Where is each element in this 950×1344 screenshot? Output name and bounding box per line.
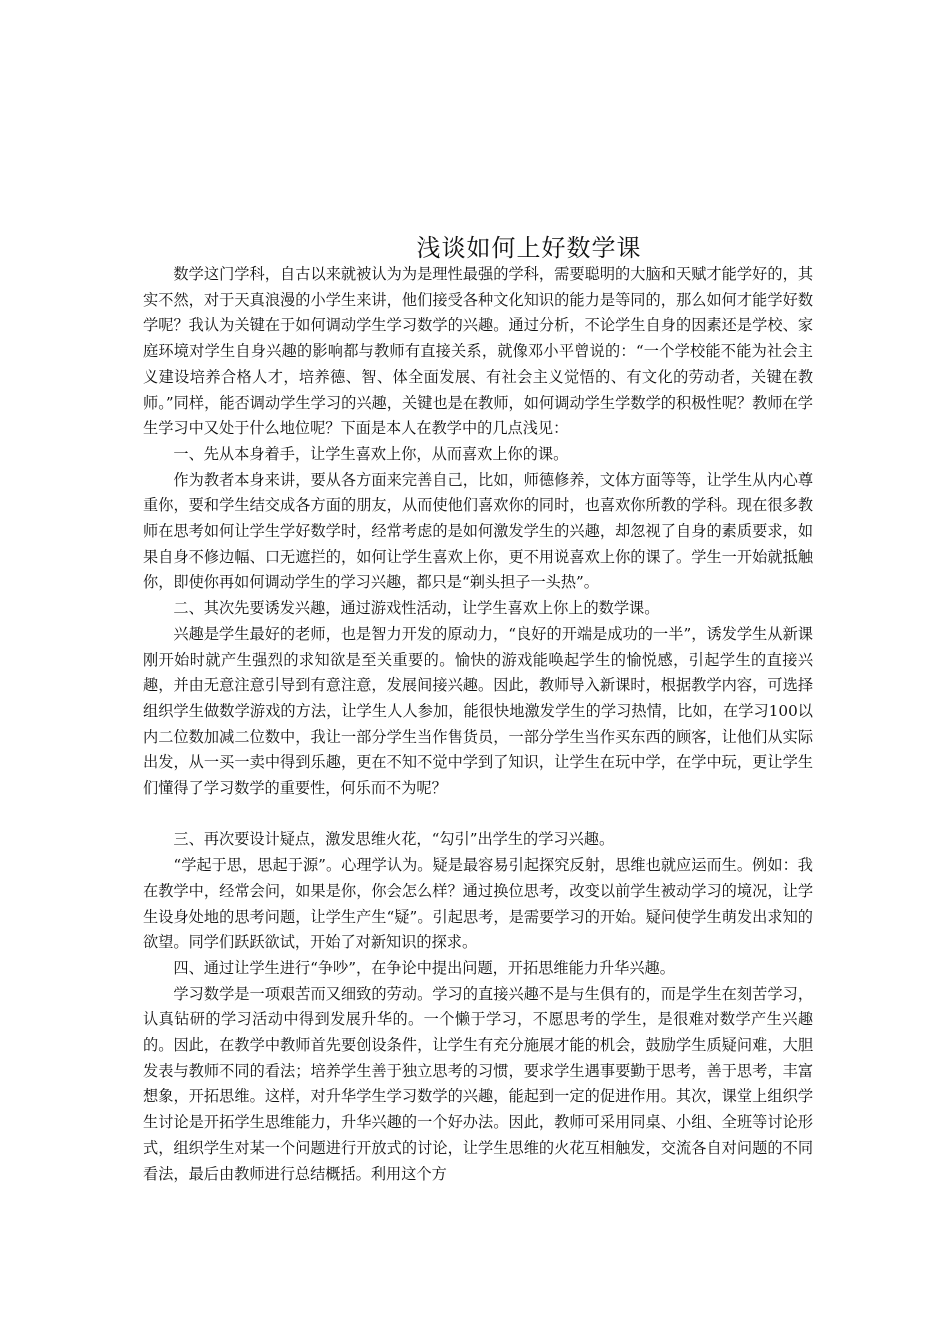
heading-section-2: 二、其次先要诱发兴趣，通过游戏性活动，让学生喜欢上你上的数学课。 [173,599,660,618]
paragraph-intro: 数学这门学科，自古以来就被认为为是理性最强的学科，需要聪明的大脑和天赋才能学好的，其实不然，对于天真浪漫的小学生来讲，他们接受各种文化知识的能力是等同的，那么如何才能学好数学呢？我认为关键在于如何调动学生学习数学的兴趣。通过分析，不论学生自身的因素还是学校、家庭环境对学生自身兴趣的影响都与教师有直接关系，就像邓小平曾说的：“一个学校能不能为社会主义建设培养合格人才，培养德、智、体全面发展、有社会主义觉悟的、有文化的劳动者，关键在教师。”同样，能否调动学生学习的兴趣，关键也是在教师，如何调动学生学数学的积极性呢？教师在学生学习中又处于什么地位呢？下面是本人在教学中的几点浅见： [143,265,813,438]
paragraph-section-4: 学习数学是一项艰苦而又细致的劳动。学习的直接兴趣不是与生俱有的，而是学生在刻苦学习，认真钻研的学习活动中得到发展升华的。一个懒于学习，不愿思考的学生，是很难对数学产生兴趣的。因此，在教学中教师首先要创设条件，让学生有充分施展才能的机会，鼓励学生质疑问难，大胆发表与教师不同的看法；培养学生善于独立思考的习惯，要求学生遇事要勤于思考，善于思考，丰富想象，开拓思维。这样，对升华学生学习数学的兴趣，能起到一定的促进作用。其次，课堂上组织学生讨论是开拓学生思维能力，升华兴趣的一个好办法。因此，教师可采用同桌、小组、全班等讨论形式，组织学生对某一个问题进行开放式的讨论，让学生思维的火花互相触发，交流各自对问题的不同看法，最后由教师进行总结概括。利用这个方 [143,984,813,1183]
document-title: 浅谈如何上好数学课 [416,234,642,262]
heading-section-4: 四、通过让学生进行“争吵”，在争论中提出问题，开拓思维能力升华兴趣。 [173,958,675,977]
blank-line [143,802,813,828]
paragraph-section-3: “学起于思，思起于源”。心理学认为。疑是最容易引起探究反射，思维也就应运而生。例如：我在教学中，经常会问，如果是你，你会怎么样？通过换位思考，改变以前学生被动学习的境况，让学生设身处地的思考问题，让学生产生“疑”。引起思考，是需要学习的开始。疑问使学生萌发出求知的欲望。同学们跃跃欲试，开始了对新知识的探求。 [143,856,813,952]
paragraph-section-1: 作为教者本身来讲，要从各方面来完善自己，比如，师德修养，文体方面等等，让学生从内心尊重你，要和学生结交成各方面的朋友，从而使他们喜欢你的同时，也喜欢你所教的学科。现在很多教师在思考如何让学生学好数学时，经常考虑的是如何激发学生的兴趣，却忽视了自身的素质要求，如果自身不修边幅、口无遮拦的，如何让学生喜欢上你，更不用说喜欢上你的课了。学生一开始就抵触你，即使你再如何调动学生的学习兴趣，都只是“剃头担子一头热”。 [143,470,813,592]
paragraph-section-2: 兴趣是学生最好的老师，也是智力开发的原动力，“良好的开端是成功的一半”，诱发学生从新课刚开始时就产生强烈的求知欲是至关重要的。愉快的游戏能唤起学生的愉悦感，引起学生的直接兴趣，并由无意注意引导到有意注意，发展间接兴趣。因此，教师导入新课时，根据教学内容，可选择组织学生做数学游戏的方法，让学生人人参加，能很快地激发学生的学习热情，比如，在学习100以内二位数加减二位数中，我让一部分学生当作售货员，一部分学生当作买东西的顾客，让他们从实际出发，从一买一卖中得到乐趣，更在不知不觉中学到了知识，让学生在玩中学，在学中玩，更让学生们懂得了学习数学的重要性，何乐而不为呢？ [143,624,813,798]
document-body [143,262,813,1187]
heading-section-1: 一、先从本身着手，让学生喜欢上你，从而喜欢上你的课。 [173,444,569,463]
heading-section-3: 三、再次要设计疑点，激发思维火花，“勾引”出学生的学习兴趣。 [173,830,615,849]
